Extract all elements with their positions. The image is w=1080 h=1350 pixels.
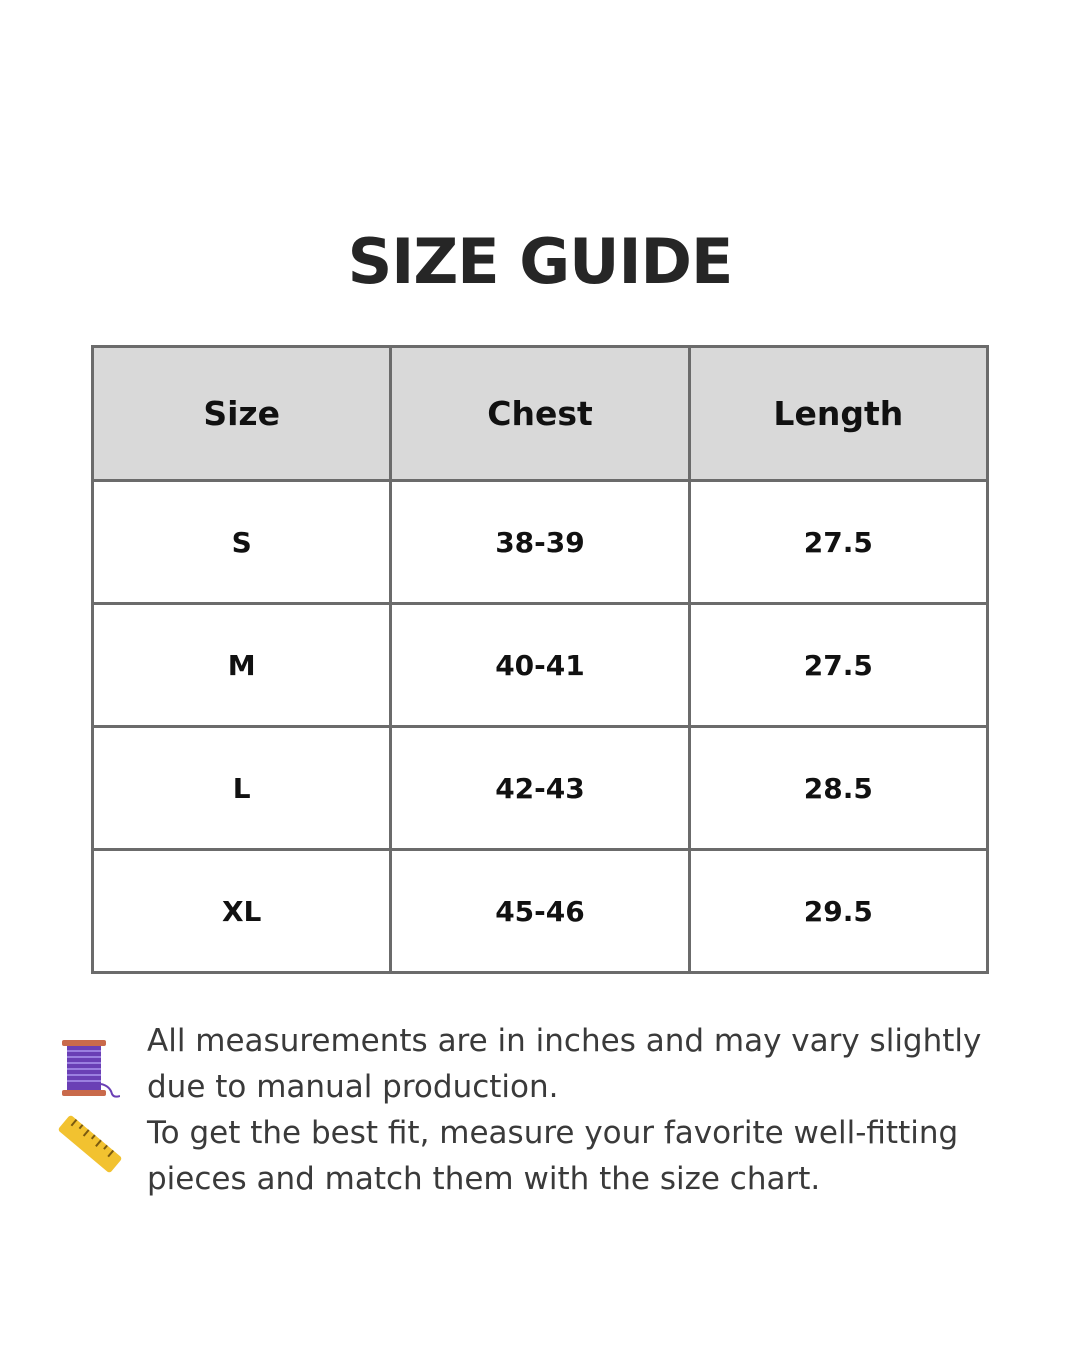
page-title: SIZE GUIDE <box>347 225 733 298</box>
cell-length: 27.5 <box>689 604 987 727</box>
cell-size: L <box>93 727 391 850</box>
header-length: Length <box>689 347 987 481</box>
table-row <box>93 481 988 604</box>
cell-chest: 42-43 <box>391 727 689 850</box>
cell-chest: 45-46 <box>391 850 689 973</box>
cell-size: S <box>93 481 391 604</box>
size-table <box>91 345 989 974</box>
table-row <box>93 850 988 973</box>
cell-size: XL <box>93 850 391 973</box>
table-row <box>93 727 988 850</box>
thread-spool-icon <box>58 1038 120 1113</box>
cell-size: M <box>93 604 391 727</box>
cell-chest: 40-41 <box>391 604 689 727</box>
notes-section <box>58 1018 1018 1202</box>
note-measurements <box>58 1018 1018 1110</box>
note-best-fit <box>58 1110 1018 1202</box>
header-chest: Chest <box>391 347 689 481</box>
table-header-row <box>93 347 988 481</box>
note-text: All measurements are in inches and may vary slightly due to manual production. <box>147 1023 982 1105</box>
cell-chest: 38-39 <box>391 481 689 604</box>
table-row <box>93 604 988 727</box>
cell-length: 27.5 <box>689 481 987 604</box>
header-size: Size <box>93 347 391 481</box>
ruler-icon <box>58 1112 122 1189</box>
cell-length: 29.5 <box>689 850 987 973</box>
note-text: To get the best fit, measure your favorite well-fitting pieces and match them with the size chart. <box>147 1115 959 1197</box>
cell-length: 28.5 <box>689 727 987 850</box>
